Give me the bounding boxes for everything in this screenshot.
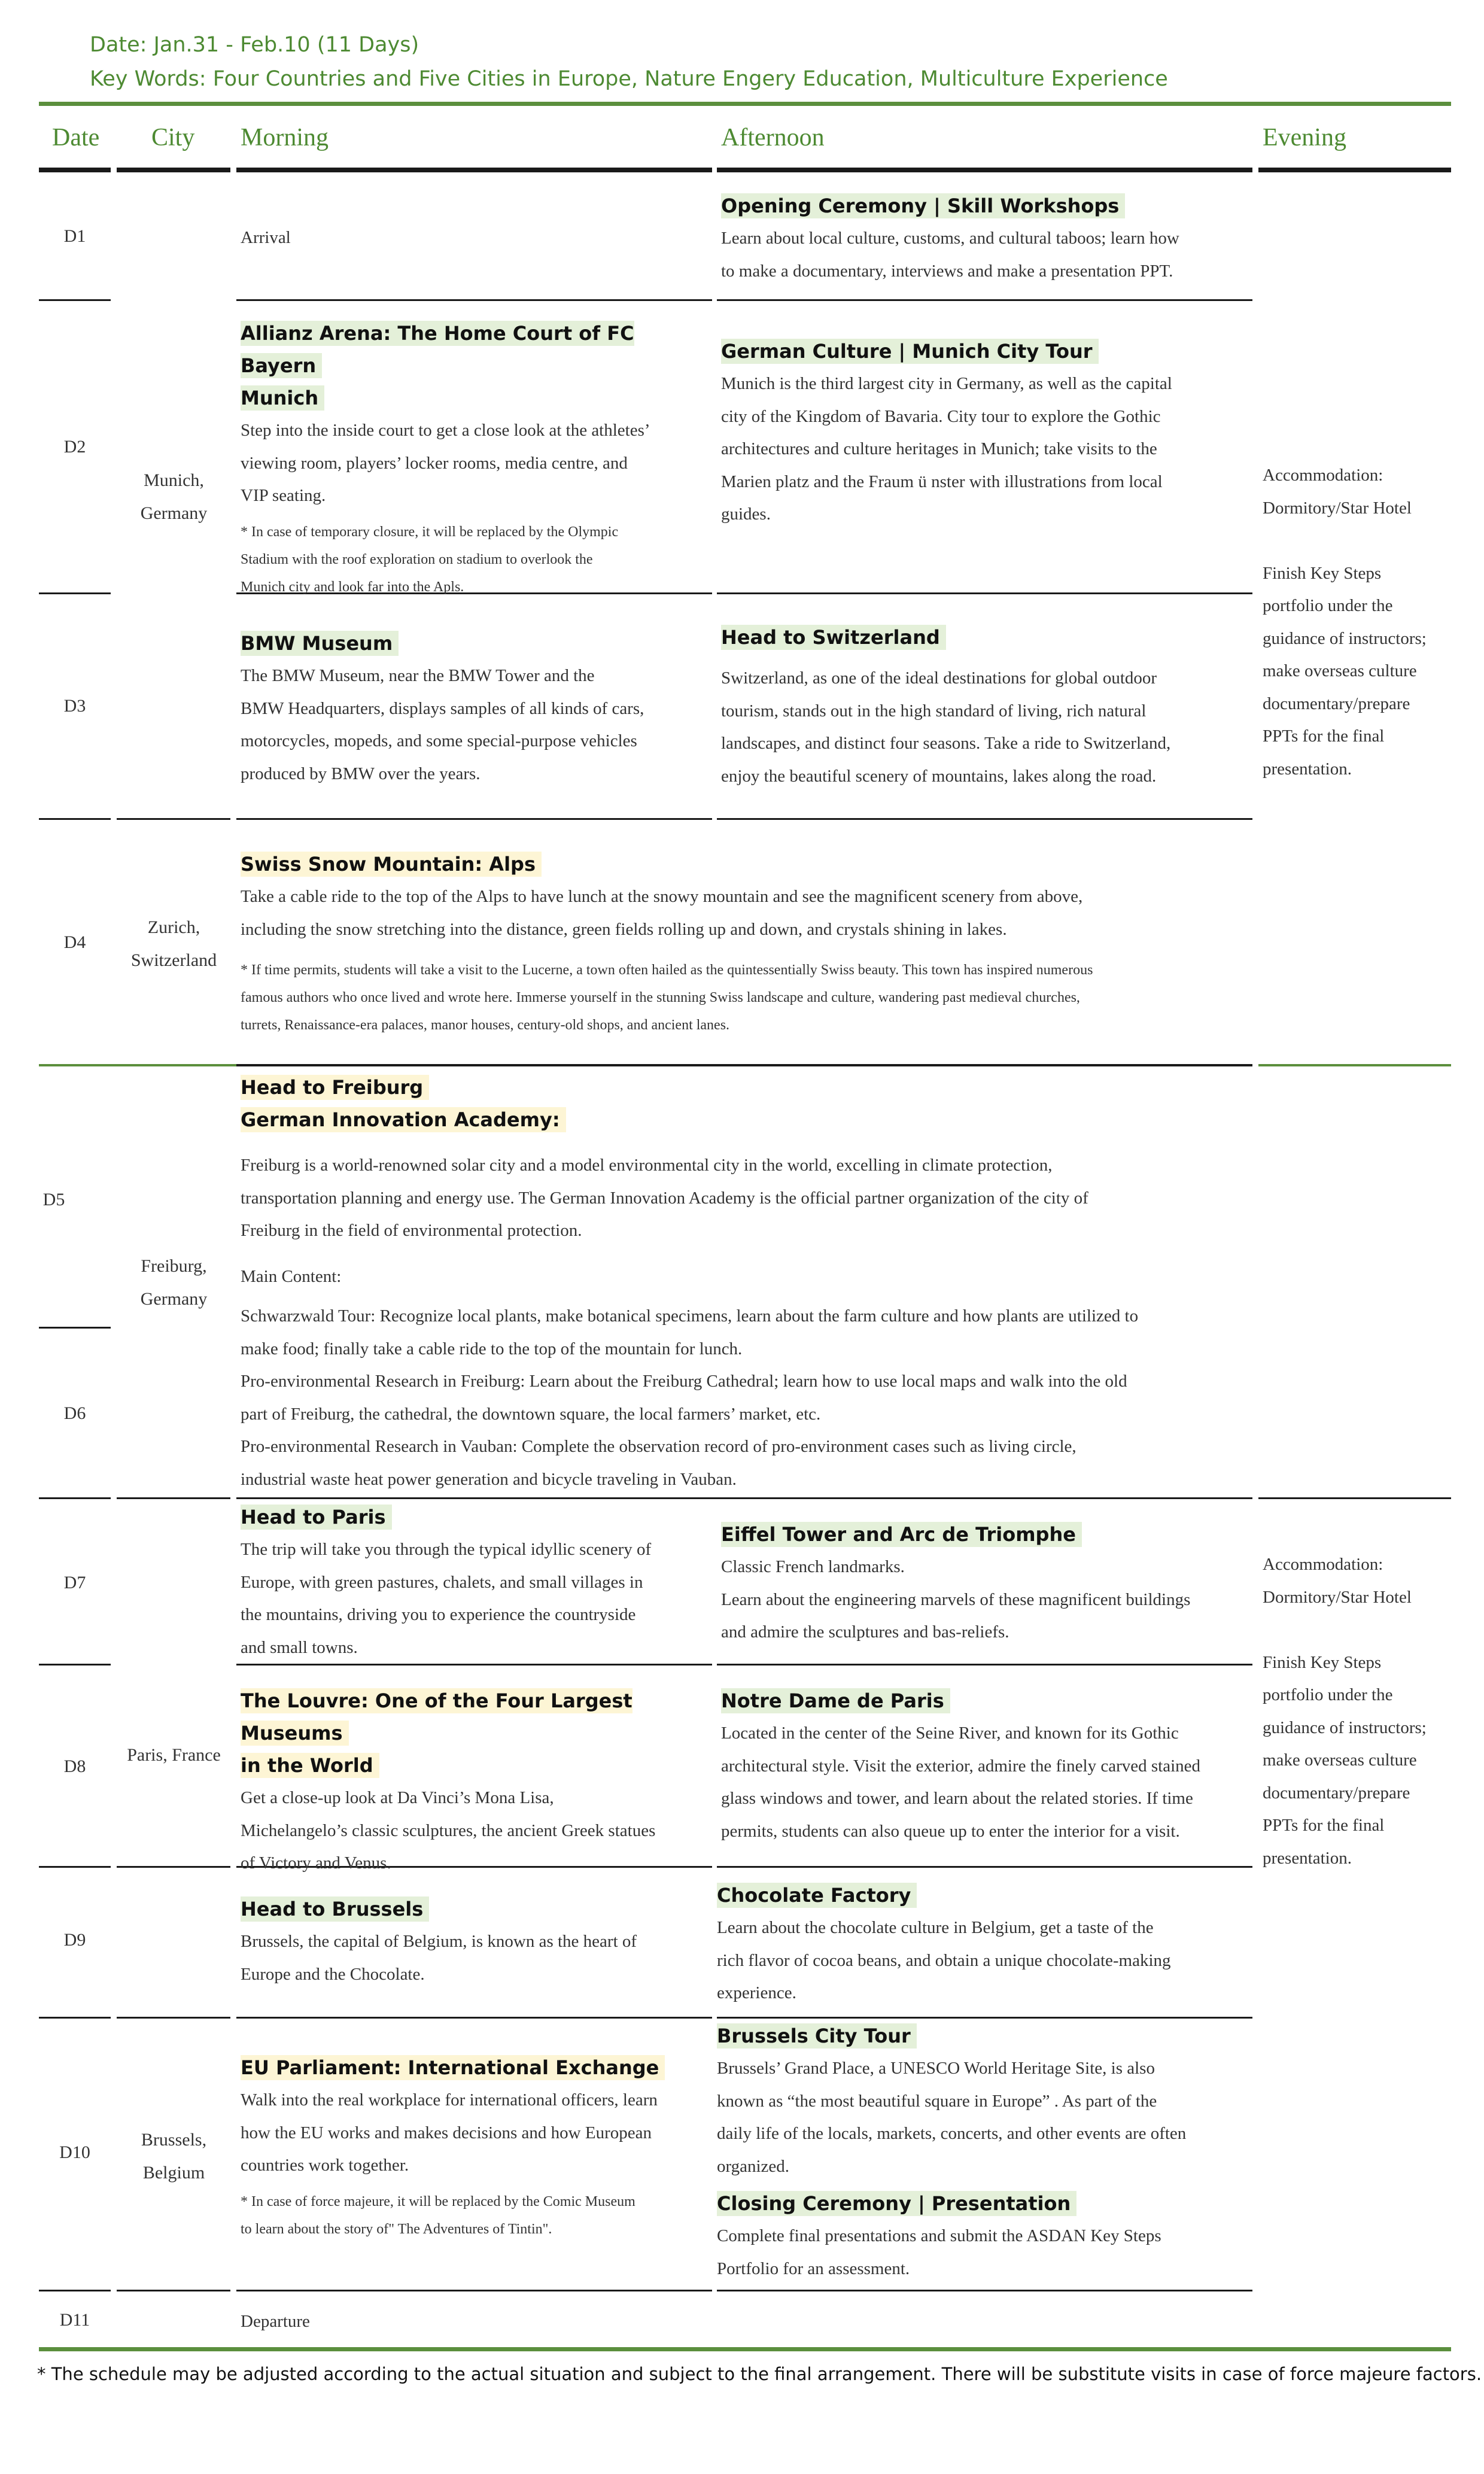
text-line: landscapes, and distinct four seasons. Take a ride to Switzerland,	[721, 734, 1171, 753]
d9-morning	[241, 1893, 710, 1990]
text-line: Brussels, the capital of Belgium, is known as the heart of	[241, 1932, 637, 1951]
text-line: VIP seating.	[241, 486, 326, 505]
d10-morning-title: EU Parliament: International Exchange	[241, 2055, 665, 2080]
col-rule-afternoon	[717, 168, 1252, 172]
text-line: experience.	[717, 1983, 796, 2002]
d11-morning: Departure	[241, 2312, 310, 2331]
row-sep	[717, 2290, 1252, 2291]
text-line: Pro-environmental Research in Freiburg: Learn about the Freiburg Cathedral; learn how to use local maps and walk into the old	[241, 1372, 1127, 1391]
row-sep	[39, 299, 111, 301]
text-line: tourism, stands out in the high standard of living, rich natural	[721, 701, 1147, 721]
text-line: Complete final presentations and submit the ASDAN Key Steps	[717, 2226, 1161, 2245]
d2-morning-title-2: Munich	[241, 385, 324, 411]
text-line: part of Freiburg, the cathedral, the downtown square, the local farmers’ market, etc.	[241, 1404, 821, 1424]
row-sep	[39, 818, 111, 820]
d8-morning	[241, 1685, 710, 1880]
row-sep	[39, 2290, 111, 2291]
col-header-date: Date	[52, 124, 100, 151]
note-line: * In case of force majeure, it will be replaced by the Comic Museum	[241, 2193, 635, 2209]
row-sep	[236, 2017, 712, 2019]
text-line: make overseas culture	[1263, 661, 1417, 680]
text-line: Classic French landmarks.	[721, 1557, 905, 1576]
col-rule-morning	[236, 168, 712, 172]
text-line: make overseas culture	[1263, 1750, 1417, 1770]
city-line: Germany	[140, 503, 208, 523]
text-line: the mountains, driving you to experience the countryside	[241, 1605, 636, 1624]
d1-morning: Arrival	[241, 228, 291, 247]
text-line: including the snow stretching into the distance, green fields rolling up and down, and crystals shining in lakes.	[241, 919, 1007, 939]
d10-afternoon-title-2: Closing Ceremony | Presentation	[717, 2191, 1076, 2216]
d9-afternoon	[717, 1879, 1246, 2010]
note-line: * If time permits, students will take a visit to the Lucerne, a town often hailed as the quintessentially Swiss beauty. This town has inspired numerous	[241, 962, 1093, 978]
text-line: Freiburg in the field of environmental protection.	[241, 1221, 582, 1240]
header-divider	[39, 102, 1451, 106]
day-label-d4: D4	[63, 932, 86, 952]
text-line: PPTs for the final	[1263, 727, 1385, 746]
d10-morning	[241, 2051, 710, 2243]
text-line: of Victory and Venus.	[241, 1853, 391, 1873]
day-label-d5: D5	[42, 1190, 65, 1209]
city-freiburg	[115, 1250, 232, 1315]
col-header-evening: Evening	[1263, 124, 1346, 151]
col-rule-city	[117, 168, 230, 172]
city-brussels	[115, 2123, 232, 2189]
text-line: guidance of instructors;	[1263, 628, 1427, 648]
d2-morning	[241, 317, 710, 601]
evening-block-2	[1263, 1548, 1448, 1874]
text-line: and small towns.	[241, 1637, 358, 1657]
row-sep	[717, 2017, 1252, 2019]
d2-morning-title	[241, 321, 634, 378]
text-line: presentation.	[1263, 759, 1352, 779]
text-line: guidance of instructors;	[1263, 1718, 1427, 1737]
row-sep	[39, 1664, 111, 1665]
text-line: glass windows and tower, and learn about the related stories. If time	[721, 1789, 1193, 1808]
text-line: BMW Headquarters, displays samples of all kinds of cars,	[241, 698, 644, 718]
text-line: Take a cable ride to the top of the Alps to have lunch at the snowy mountain and see the magnificent scenery from above,	[241, 887, 1083, 906]
text-line: portfolio under the	[1263, 596, 1393, 615]
text-line: The BMW Museum, near the BMW Tower and the	[241, 666, 595, 685]
text-line: enjoy the beautiful scenery of mountains, lakes along the road.	[721, 766, 1157, 786]
city-line: Brussels,	[141, 2130, 207, 2150]
text-line: Finish Key Steps	[1263, 563, 1382, 583]
d2-afternoon	[721, 335, 1248, 531]
evening-block-1	[1263, 459, 1448, 785]
text-line	[1263, 1613, 1448, 1646]
city-paris: Paris, France	[127, 1745, 221, 1765]
d10-afternoon	[717, 2020, 1246, 2285]
text-line: architectures and culture heritages in Munich; take visits to the	[721, 439, 1157, 458]
city-line: Belgium	[142, 2163, 205, 2183]
col-header-city: City	[151, 124, 195, 151]
text-line: Switzerland, as one of the ideal destinations for global outdoor	[721, 668, 1157, 688]
d3-morning-title: BMW Museum	[241, 631, 399, 656]
col-rule-evening	[1258, 168, 1451, 172]
text-line: Finish Key Steps	[1263, 1652, 1382, 1672]
row-sep	[117, 1497, 230, 1499]
title-line: Allianz Arena: The Home Court of FC Bayern	[241, 322, 634, 377]
row-sep	[39, 1497, 111, 1499]
text-line: Michelangelo’s classic sculptures, the ancient Greek statues	[241, 1820, 656, 1840]
text-line: organized.	[717, 2156, 790, 2176]
text-line: Munich is the third largest city in Germany, as well as the capital	[721, 374, 1172, 393]
row-sep	[717, 1664, 1252, 1665]
d8-morning-title-2: in the World	[241, 1753, 379, 1778]
text-line: Learn about the engineering marvels of these magnificent buildings	[721, 1589, 1191, 1609]
text-line: known as “the most beautiful square in Europe” . As part of the	[717, 2091, 1157, 2111]
section-divider	[1258, 1064, 1451, 1066]
text-line: Schwarzwald Tour: Recognize local plants, make botanical specimens, learn about the farm culture and how plants are utilized to	[241, 1306, 1139, 1326]
text-line: documentary/prepare	[1263, 1783, 1410, 1803]
day-label-d7: D7	[63, 1573, 86, 1592]
row-sep	[117, 818, 230, 820]
row-sep	[236, 2290, 712, 2291]
text-line: guides.	[721, 504, 771, 524]
row-sep	[717, 1866, 1252, 1868]
d8-morning-title: The Louvre: One of the Four Largest Museums	[241, 1689, 632, 1744]
col-header-morning: Morning	[241, 124, 329, 151]
day-label-d8: D8	[63, 1756, 86, 1776]
d8-afternoon	[721, 1685, 1248, 1847]
day-label-d9: D9	[63, 1930, 86, 1950]
section-divider	[39, 1064, 236, 1066]
d1-afternoon	[721, 190, 1248, 287]
row-sep	[236, 818, 712, 820]
row-sep	[717, 592, 1252, 594]
city-line: Munich,	[144, 470, 204, 490]
row-sep	[39, 592, 111, 594]
text-line: rich flavor of cocoa beans, and obtain a unique chocolate-making	[717, 1950, 1171, 1970]
col-rule-date	[39, 168, 111, 172]
text-line: Marien platz and the Fraum ü nster with illustrations from local	[721, 472, 1163, 491]
row-sep	[39, 1866, 111, 1868]
trip-dates: Date: Jan.31 - Feb.10 (11 Days)	[90, 33, 419, 57]
row-sep	[117, 1866, 230, 1868]
row-sep	[236, 1064, 1252, 1066]
text-line: Dormitory/Star Hotel	[1263, 498, 1412, 518]
d5-title-2: German Innovation Academy:	[241, 1107, 566, 1132]
text-line: Step into the inside court to get a close look at the athletes’	[241, 421, 650, 440]
text-line: Located in the center of the Seine River, and known for its Gothic	[721, 1724, 1179, 1743]
d3-morning	[241, 627, 710, 790]
text-line: city of the Kingdom of Bavaria. City tour to explore the Gothic	[721, 406, 1161, 426]
text-line: Brussels’ Grand Place, a UNESCO World Heritage Site, is also	[717, 2059, 1155, 2078]
d4-title: Swiss Snow Mountain: Alps	[241, 852, 542, 877]
text-line: make food; finally take a cable ride to the top of the mountain for lunch.	[241, 1339, 743, 1358]
d3-afternoon-title: Head to Switzerland	[721, 625, 946, 650]
text-line: Get a close-up look at Da Vinci’s Mona Lisa,	[241, 1788, 554, 1807]
city-line: Switzerland	[130, 950, 217, 970]
day-label-d6: D6	[63, 1403, 86, 1423]
text-line: architectural style. Visit the exterior, admire the finely carved stained	[721, 1756, 1200, 1776]
d7-afternoon	[721, 1518, 1248, 1649]
note-line: turrets, Renaissance-era palaces, manor houses, century-old shops, and ancient lanes.	[241, 1017, 730, 1033]
text-line: permits, students can also queue up to enter the interior for a visit.	[721, 1821, 1180, 1841]
note-line: Munich city and look far into the Apls.	[241, 579, 464, 595]
d2-afternoon-title: German Culture | Munich City Tour	[721, 339, 1099, 364]
row-sep	[236, 1497, 1252, 1499]
row-sep	[39, 1327, 111, 1329]
text-line: Pro-environmental Research in Vauban: Complete the observation record of pro-environment cases such as living circle,	[241, 1437, 1076, 1456]
city-line: Zurich,	[147, 917, 200, 937]
d9-afternoon-title: Chocolate Factory	[717, 1883, 917, 1908]
text-line: Walk into the real workplace for international officers, learn	[241, 2090, 658, 2110]
note-line: famous authors who once lived and wrote here. Immerse yourself in the stunning Swiss landscape and culture, wandering past medieval churches,	[241, 990, 1080, 1005]
row-sep	[236, 1664, 712, 1665]
text-line: PPTs for the final	[1263, 1816, 1385, 1835]
text-line: Europe and the Chocolate.	[241, 1964, 425, 1984]
text-line: documentary/prepare	[1263, 694, 1410, 713]
day-label-d10: D10	[59, 2142, 90, 2162]
d7-morning	[241, 1501, 710, 1664]
row-sep	[236, 299, 712, 301]
d3-afternoon	[721, 621, 1248, 792]
col-header-afternoon: Afternoon	[721, 124, 825, 151]
city-line: Freiburg,	[141, 1256, 207, 1276]
text-line: portfolio under the	[1263, 1685, 1393, 1704]
note-line: * In case of temporary closure, it will be replaced by the Olympic	[241, 524, 619, 540]
d7-afternoon-title: Eiffel Tower and Arc de Triomphe	[721, 1522, 1082, 1547]
text-line: Europe, with green pastures, chalets, and small villages in	[241, 1572, 643, 1592]
text-line: Portfolio for an assessment.	[717, 2259, 910, 2278]
text-line: produced by BMW over the years.	[241, 764, 481, 783]
note-line: Stadium with the roof exploration on stadium to overlook the	[241, 551, 593, 567]
d1-afternoon-title: Opening Ceremony | Skill Workshops	[721, 193, 1125, 218]
text-line	[1263, 524, 1448, 557]
note-line: to learn about the story of" The Adventures of Tintin".	[241, 2221, 552, 2237]
d8-afternoon-title: Notre Dame de Paris	[721, 1688, 950, 1713]
text-line: presentation.	[1263, 1848, 1352, 1868]
d4-activity	[241, 848, 1252, 1039]
text-line: to make a documentary, interviews and make a presentation PPT.	[721, 261, 1173, 281]
day-label-d2: D2	[63, 437, 86, 457]
d5-title-1: Head to Freiburg	[241, 1075, 429, 1100]
row-sep	[1258, 1497, 1451, 1499]
text-line: Learn about the chocolate culture in Belgium, get a taste of the	[717, 1918, 1154, 1937]
text-line: industrial waste heat power generation and bicycle traveling in Vauban.	[241, 1469, 737, 1489]
text-line: Accommodation:	[1263, 466, 1383, 485]
trip-keywords: Key Words: Four Countries and Five Cities in Europe, Nature Engery Education, Multiculture Experience	[90, 67, 1168, 91]
text-line: Freiburg is a world-renowned solar city and a model environmental city in the world, excelling in climate protection,	[241, 1156, 1053, 1175]
d10-afternoon-title: Brussels City Tour	[717, 2023, 917, 2049]
footer-note: * The schedule may be adjusted according to the actual situation and subject to the final arrangement. There will be substitute visits in case of force majeure factors.	[37, 2364, 1482, 2384]
text-line: countries work together.	[241, 2156, 409, 2175]
row-sep	[717, 299, 1252, 301]
day-label-d1: D1	[63, 226, 86, 246]
text-line: daily life of the locals, markets, concerts, and other events are often	[717, 2124, 1187, 2143]
text-line: motorcycles, mopeds, and some special-purpose vehicles	[241, 731, 637, 750]
text-line: Accommodation:	[1263, 1555, 1383, 1574]
city-zurich	[115, 911, 232, 977]
row-sep	[39, 2017, 111, 2019]
row-sep	[717, 818, 1252, 820]
text-line: Dormitory/Star Hotel	[1263, 1587, 1412, 1607]
city-line: Germany	[140, 1289, 208, 1309]
row-sep	[117, 2290, 230, 2291]
d5-d6-activity	[241, 1071, 1252, 1496]
table-bottom-rule	[39, 2347, 1451, 2351]
d7-morning-title: Head to Paris	[241, 1505, 392, 1530]
text-line: viewing room, players’ locker rooms, media centre, and	[241, 453, 628, 473]
d9-morning-title: Head to Brussels	[241, 1896, 429, 1922]
main-content-label: Main Content:	[241, 1266, 342, 1286]
city-munich	[115, 464, 232, 530]
text-line: and admire the sculptures and bas-reliefs.	[721, 1622, 1009, 1642]
row-sep	[117, 2017, 230, 2019]
day-label-d3: D3	[63, 696, 86, 716]
text-line: Learn about local culture, customs, and cultural taboos; learn how	[721, 229, 1179, 248]
day-label-d11: D11	[59, 2310, 90, 2330]
text-line: how the EU works and makes decisions and how European	[241, 2123, 652, 2142]
text-line: transportation planning and energy use. The German Innovation Academy is the official partner organization of the city of	[241, 1188, 1088, 1208]
text-line: The trip will take you through the typical idyllic scenery of	[241, 1540, 652, 1559]
